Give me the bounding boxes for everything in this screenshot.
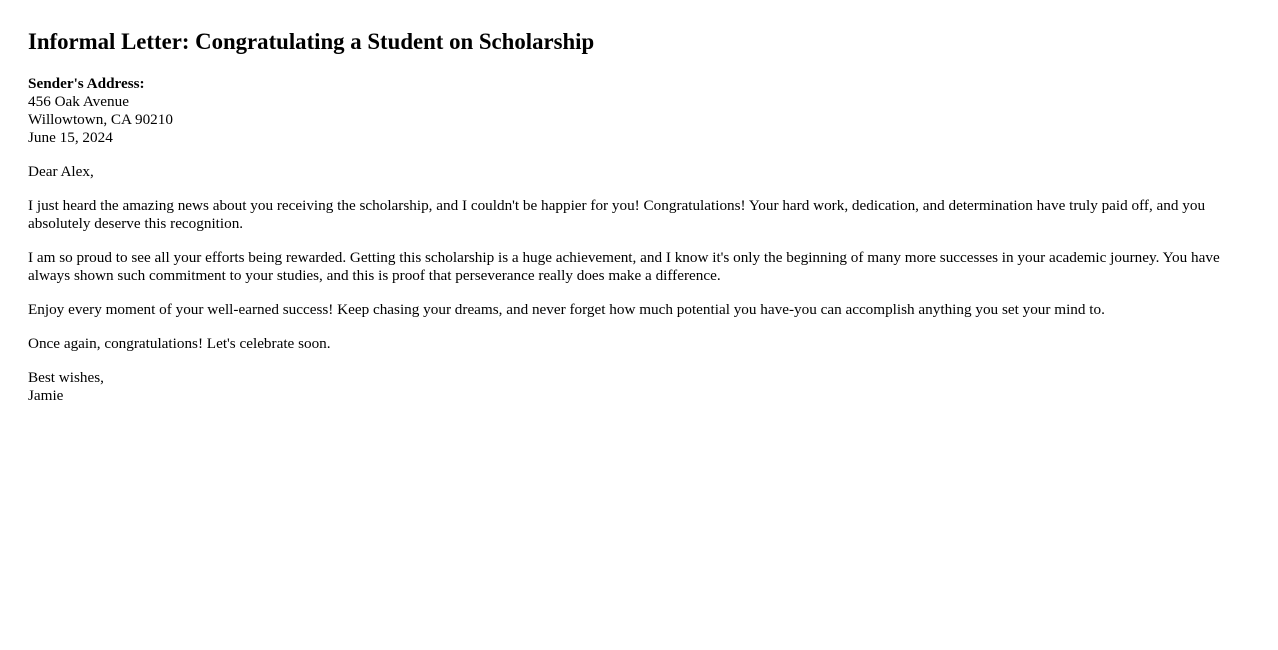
- closing-phrase: Best wishes,: [28, 369, 104, 386]
- body-paragraph-3: Enjoy every moment of your well-earned success! Keep chasing your dreams, and never forget how much potential you have-you can accomplish anything you set your mind to.: [28, 301, 1105, 318]
- body-paragraph-2: I am so proud to see all your efforts being rewarded. Getting this scholarship is a huge achievement, and I know it's only the beginning of many more successes in your academic journey. You have always shown such commitment to your studies, and this is proof that perseverance really does make a difference.: [28, 249, 1220, 284]
- address-line-city: Willowtown, CA 90210: [28, 111, 173, 128]
- page-title: Informal Letter: Congratulating a Student on Scholarship: [28, 29, 595, 54]
- letter-date: June 15, 2024: [28, 129, 113, 146]
- address-line-street: 456 Oak Avenue: [28, 93, 129, 110]
- closing-block: [28, 369, 1250, 405]
- sender-address-block: [28, 75, 1250, 147]
- signature: Jamie: [28, 387, 64, 404]
- sender-address-label: Sender's Address:: [28, 75, 145, 92]
- salutation: Dear Alex,: [28, 163, 94, 180]
- body-paragraph-1: I just heard the amazing news about you receiving the scholarship, and I couldn't be happier for you! Congratulations! Your hard work, dedication, and determination have truly paid off, and you absolutely deserve this recognition.: [28, 197, 1206, 232]
- body-paragraph-4: Once again, congratulations! Let's celebrate soon.: [28, 335, 331, 352]
